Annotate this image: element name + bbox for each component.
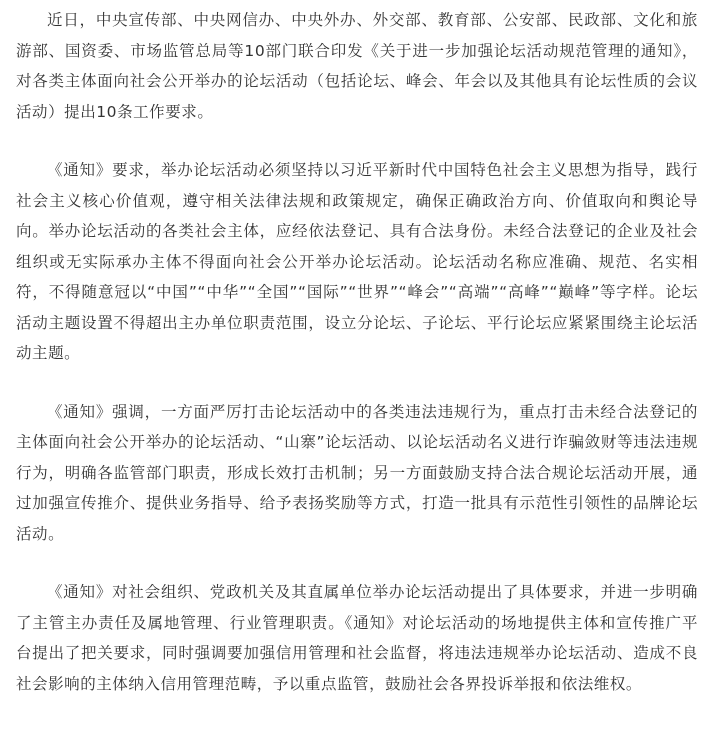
article-paragraph-3: 《通知》强调，一方面严厉打击论坛活动中的各类违法违规行为，重点打击未经合法登记的主体面向社会公开举办的论坛活动、“山寨”论坛活动、以论坛活动名义进行诈骗敛财等违法违规行为，明确各监管部门职责，形成长效打击机制；另一方面鼓励支持合法合规论坛活动开展，通过加强宣传推介、提供业务指导、给予表扬奖励等方式，打造一批具有示范性引领性的品牌论坛活动。 — [16, 402, 698, 543]
article-paragraph-1: 近日，中央宣传部、中央网信办、中央外办、外交部、教育部、公安部、民政部、文化和旅游部、国资委、市场监管总局等10部门联合印发《关于进一步加强论坛活动规范管理的通知》，对各类主体面向社会公开举办的论坛活动（包括论坛、峰会、年会以及其他具有论坛性质的会议活动）提出10条工作要求。 — [16, 11, 698, 121]
article-paragraph-2: 《通知》要求，举办论坛活动必须坚持以习近平新时代中国特色社会主义思想为指导，践行社会主义核心价值观，遵守相关法律法规和政策规定，确保正确政治方向、价值取向和舆论导向。举办论坛活动的各类社会主体，应经依法登记、具有合法身份。未经合法登记的企业及社会组织或无实际承办主体不得面向社会公开举办论坛活动。论坛活动名称应准确、规范、名实相符，不得随意冠以“中国”“中华”“全国”“国际”“世界”“峰会”“高端”“高峰”“巅峰”等字样。论坛活动主题设置不得超出主办单位职责范围，设立分论坛、子论坛、平行论坛应紧紧围绕主论坛活动主题。 — [16, 161, 698, 362]
article-paragraph-4: 《通知》对社会组织、党政机关及其直属单位举办论坛活动提出了具体要求，并进一步明确了主管主办责任及属地管理、行业管理职责。《通知》对论坛活动的场地提供主体和宣传推广平台提出了把关要求，同时强调要加强信用管理和社会监督，将违法违规举办论坛活动、造成不良社会影响的主体纳入信用管理范畴，予以重点监管，鼓励社会各界投诉举报和依法维权。 — [16, 583, 698, 693]
